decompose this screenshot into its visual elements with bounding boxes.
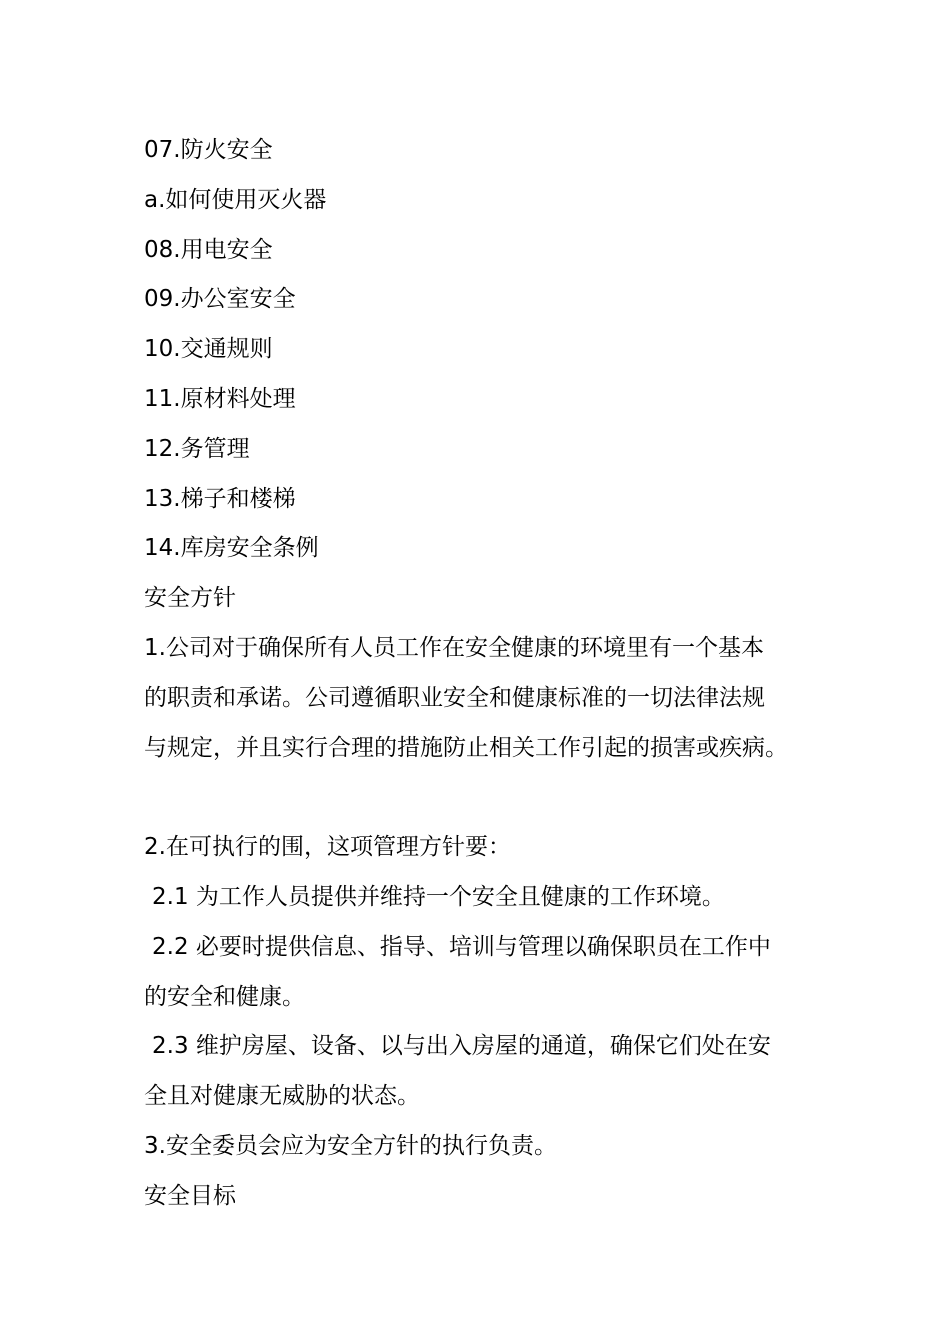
section-heading-policy: 安全方针 [144,585,236,612]
list-item-traffic-rules: 10.交通规则 [144,336,273,363]
list-item-raw-materials: 11.原材料处理 [144,385,296,412]
sub-item-line: 2.2 必要时提供信息、指导、培训与管理以确保职员在工作中 [152,933,771,960]
sub-item-continuation: 的安全和健康。 [144,983,305,1010]
list-item-fire-safety: 07.防火安全 [144,137,273,163]
sub-item-continuation: 全且对健康无威胁的状态。 [144,1083,420,1110]
paragraph-line: 2.在可执行的围，这项管理方针要： [144,834,511,861]
sub-item-line: 2.3 维护房屋、设备、以与出入房屋的通道，确保它们处在安 [152,1033,771,1060]
paragraph-line: 3.安全委员会应为安全方针的执行负责。 [144,1132,557,1159]
list-item-electrical-safety: 08.用电安全 [144,236,273,263]
sub-item-line: 2.1 为工作人员提供并维持一个安全且健康的工作环境。 [152,883,725,910]
list-item-ladders-stairs: 13.梯子和楼梯 [144,485,296,512]
list-item-management: 12.务管理 [144,435,250,462]
paragraph-line: 与规定，并且实行合理的措施防止相关工作引起的损害或疾病。 [144,734,788,761]
list-item-warehouse-rules: 14.库房安全条例 [144,535,319,562]
list-item-office-safety: 09.办公室安全 [144,286,296,313]
paragraph-line: 1.公司对于确保所有人员工作在安全健康的环境里有一个基本 [144,634,764,661]
section-heading-goals: 安全目标 [144,1182,236,1209]
list-item-extinguisher: a.如何使用灭火器 [144,186,327,213]
paragraph-spacer [144,773,844,823]
document-body [144,126,844,1222]
paragraph-line: 的职责和承诺。公司遵循职业安全和健康标准的一切法律法规 [144,684,765,711]
